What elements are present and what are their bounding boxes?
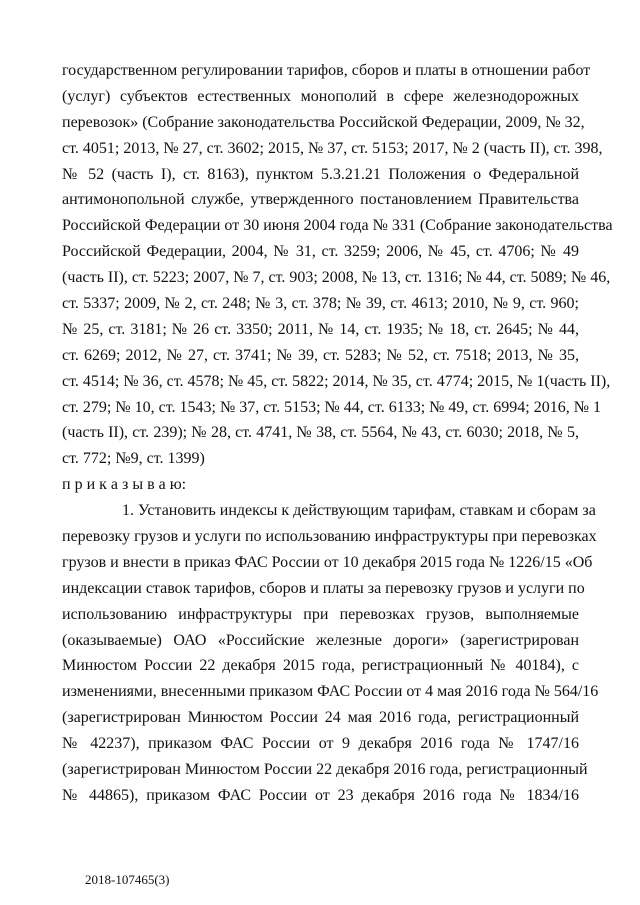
text-line: антимонопольной службе, утвержденного постановлением Правительства [62, 191, 579, 209]
text-line: ст. 5337; 2009, № 2, ст. 248; № 3, ст. 378; № 39, ст. 4613; 2010, № 9, ст. 960; [62, 295, 579, 313]
text-line: ст. 4514; № 36, ст. 4578; № 45, ст. 5822; 2014, № 35, ст. 4774; 2015, № 1(часть II), [62, 372, 611, 390]
text-line: (оказываемые) ОАО «Российские железные дороги» (зарегистрирован [62, 631, 579, 649]
text-line: ст. 6269; 2012, № 27, ст. 3741; № 39, ст. 5283; № 52, ст. 7518; 2013, № 35, [62, 346, 579, 364]
text-line: индексации ставок тарифов, сборов и платы за перевозку грузов и услуги по [62, 579, 585, 597]
text-line: № 42237), приказом ФАС России от 9 декабря 2016 года № 1747/16 [62, 735, 579, 753]
item-1-first-line: 1. Установить индексы к действующим тарифам, ставкам и сборам за [122, 502, 596, 520]
text-line: (зарегистрирован Минюстом России 22 декабря 2016 года, регистрационный [62, 761, 588, 779]
order-word: п р и к а з ы в а ю: [62, 476, 187, 494]
text-line: изменениями, внесенными приказом ФАС России от 4 мая 2016 года № 564/16 [62, 683, 599, 701]
text-line: перевозку грузов и услуги по использованию инфраструктуры при перевозках [62, 528, 597, 546]
text-line: № 52 (часть I), ст. 8163), пунктом 5.3.21.21 Положения о Федеральной [62, 165, 579, 183]
text-line: (часть II), ст. 5223; 2007, № 7, ст. 903; 2008, № 13, ст. 1316; № 44, ст. 5089; № 46, [62, 269, 611, 287]
text-line: перевозок» (Собрание законодательства Российской Федерации, 2009, № 32, [62, 113, 585, 131]
text-line: государственном регулировании тарифов, сборов и платы в отношении работ [62, 62, 591, 79]
text-line: (услуг) субъектов естественных монополий в сфере железнодорожных [62, 87, 579, 105]
document-body [62, 58, 613, 809]
text-line: ст. 772; №9, ст. 1399) [62, 450, 205, 468]
text-line: ст. 4051; 2013, № 27, ст. 3602; 2015, № 37, ст. 5153; 2017, № 2 (часть II), ст. 398, [62, 139, 603, 157]
text-line: Российской Федерации, 2004, № 31, ст. 3259; 2006, № 45, ст. 4706; № 49 [62, 243, 579, 261]
document-code: 2018-107465(3) [85, 872, 170, 887]
text-line: Минюстом России 22 декабря 2015 года, регистрационный № 40184), с [62, 657, 579, 675]
text-line: грузов и внести в приказ ФАС России от 10 декабря 2015 года № 1226/15 «Об [62, 553, 593, 571]
text-line: № 25, ст. 3181; № 26 ст. 3350; 2011, № 14, ст. 1935; № 18, ст. 2645; № 44, [62, 320, 579, 338]
text-line: использованию инфраструктуры при перевозках грузов, выполняемые [62, 605, 579, 623]
text-line: ст. 279; № 10, ст. 1543; № 37, ст. 5153; № 44, ст. 6133; № 49, ст. 6994; 2016, № 1 [62, 398, 602, 416]
text-line: (часть II), ст. 239); № 28, ст. 4741, № 38, ст. 5564, № 43, ст. 6030; 2018, № 5, [62, 424, 579, 442]
text-line: № 44865), приказом ФАС России от 23 декабря 2016 года № 1834/16 [62, 786, 579, 804]
text-line: Российской Федерации от 30 июня 2004 года № 331 (Собрание законодательства [62, 217, 613, 235]
text-line: (зарегистрирован Минюстом России 24 мая 2016 года, регистрационный [62, 709, 579, 727]
